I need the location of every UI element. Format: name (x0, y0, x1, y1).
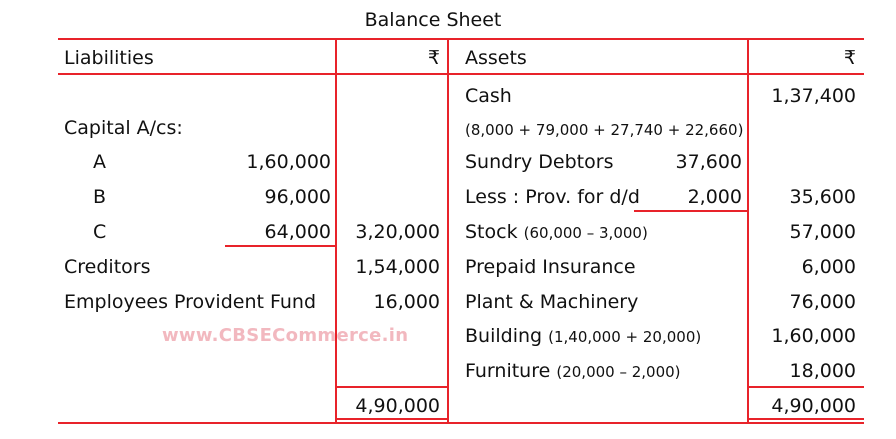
assets-header: Assets (465, 47, 527, 69)
rupee-header-left: ₹ (427, 47, 440, 69)
rupee-header-right: ₹ (843, 47, 856, 69)
right-amount-column-divider (747, 38, 749, 424)
provision-amount: 2,000 (687, 186, 742, 208)
plant-label: Plant & Machinery (465, 291, 639, 313)
liabilities-total-line-top (336, 386, 448, 388)
building-working: (1,40,000 + 20,000) (548, 328, 702, 346)
creditors-label: Creditors (64, 256, 151, 278)
debtors-gross-amount: 37,600 (675, 151, 742, 173)
furniture-label: Furniture (465, 360, 551, 382)
header-bottom-border (58, 73, 864, 75)
cash-working: (8,000 + 79,000 + 27,740 + 22,660) (465, 121, 744, 139)
creditors-amount: 1,54,000 (355, 256, 440, 278)
stock-label: Stock (465, 221, 518, 243)
table-bottom-border (58, 422, 864, 424)
assets-total-amount: 4,90,000 (771, 395, 856, 417)
liabilities-total-line-bottom (336, 418, 448, 420)
capital-subtotal-line (225, 245, 336, 247)
left-amount-column-divider (335, 38, 337, 424)
epf-amount: 16,000 (373, 291, 440, 313)
center-divider (447, 38, 449, 424)
page-title: Balance Sheet (364, 9, 502, 31)
capital-heading: Capital A/cs: (64, 117, 183, 139)
partner-a-name: A (93, 151, 106, 173)
partner-c-amount: 64,000 (264, 221, 331, 243)
assets-total-line-bottom (748, 418, 864, 420)
table-top-border (58, 38, 864, 40)
stock-working: (60,000 – 3,000) (523, 224, 648, 242)
epf-label: Employees Provident Fund (64, 291, 317, 313)
provision-label: Less : Prov. for d/d (465, 186, 640, 208)
cash-amount: 1,37,400 (771, 85, 856, 107)
furniture-amount: 18,000 (789, 360, 856, 382)
plant-amount: 76,000 (789, 291, 856, 313)
debtors-net-amount: 35,600 (789, 186, 856, 208)
prepaid-label: Prepaid Insurance (465, 256, 636, 278)
partner-c-name: C (93, 221, 107, 243)
watermark: www.CBSECommerce.in (162, 325, 409, 346)
debtors-label: Sundry Debtors (465, 151, 614, 173)
liabilities-header: Liabilities (64, 47, 154, 69)
assets-total-line-top (748, 386, 864, 388)
liabilities-total-amount: 4,90,000 (355, 395, 440, 417)
furniture-working: (20,000 – 2,000) (556, 363, 681, 381)
partner-b-amount: 96,000 (264, 186, 331, 208)
stock-amount: 57,000 (789, 221, 856, 243)
partner-a-amount: 1,60,000 (246, 151, 331, 173)
building-amount: 1,60,000 (771, 325, 856, 347)
debtors-subtotal-line (634, 210, 747, 212)
capital-total-amount: 3,20,000 (355, 221, 440, 243)
building-label: Building (465, 325, 543, 347)
cash-label: Cash (465, 85, 512, 107)
partner-b-name: B (93, 186, 107, 208)
prepaid-amount: 6,000 (801, 256, 856, 278)
